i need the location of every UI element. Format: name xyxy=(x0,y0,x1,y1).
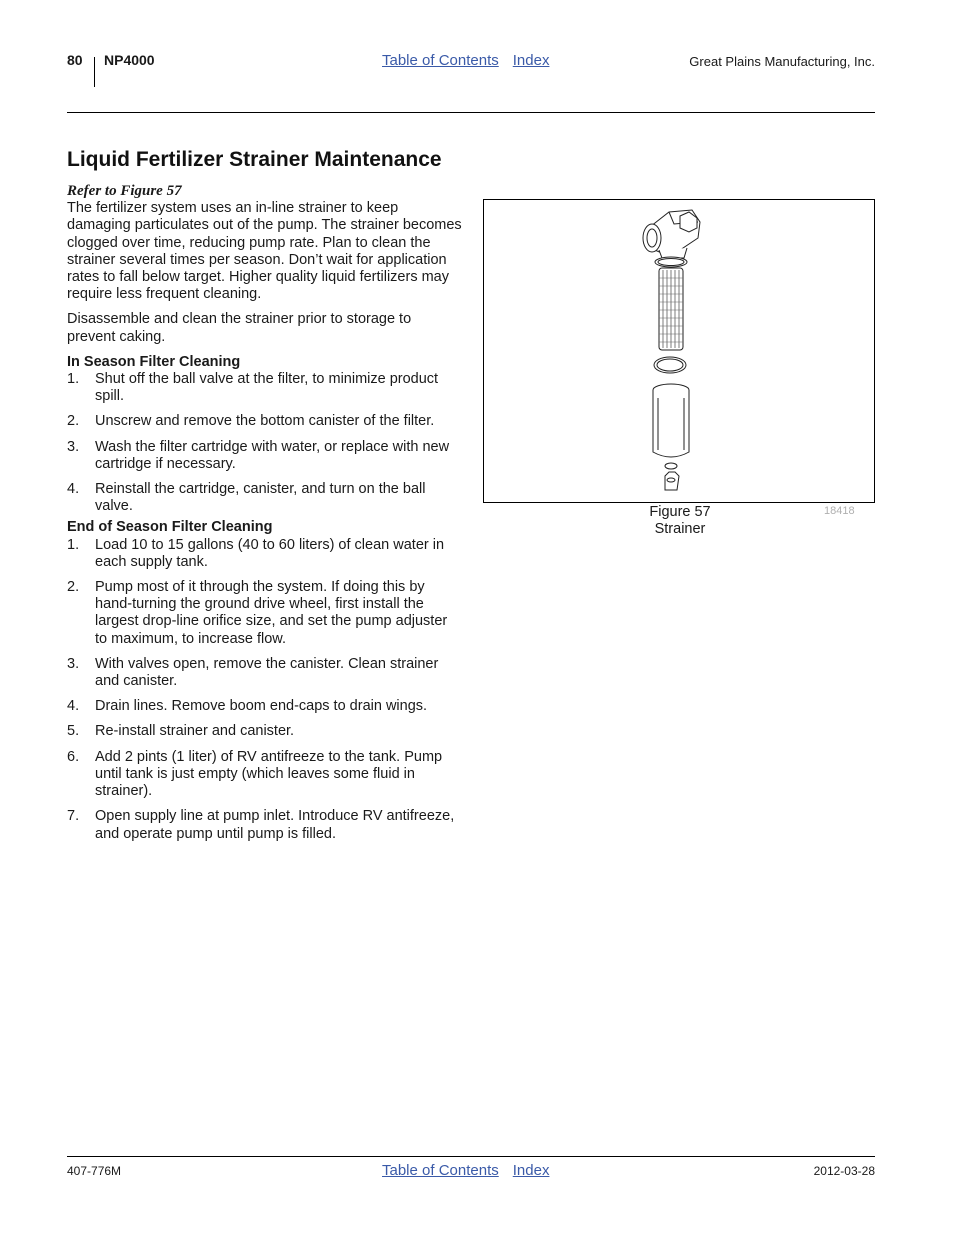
strainer-illustration xyxy=(484,200,874,502)
list-item xyxy=(67,537,462,571)
main-content xyxy=(67,183,462,851)
page-title: Liquid Fertilizer Strainer Maintenance xyxy=(67,148,442,171)
in-season-heading: In Season Filter Cleaning xyxy=(67,353,241,370)
end-season-steps xyxy=(67,537,462,843)
doc-date: 2012-03-28 xyxy=(813,1164,875,1178)
step-text: Open supply line at pump inlet. Introduce RV antifreeze, and operate pump until pump is filled. xyxy=(95,808,455,842)
list-item xyxy=(67,439,462,473)
page-number: 80 xyxy=(67,52,83,68)
figure-label: Figure 57 xyxy=(649,504,711,520)
step-number: 1. xyxy=(67,371,80,388)
figure-caption xyxy=(620,504,740,538)
step-number: 3. xyxy=(67,438,80,455)
step-text: Pump most of it through the system. If doing this by hand-turning the ground drive wheel, first install the largest drop-line orifice size, and set the pump adjuster to maximum, to increase flow. xyxy=(95,579,448,647)
step-number: 3. xyxy=(67,655,80,672)
list-item xyxy=(67,749,462,801)
figure-title: Strainer xyxy=(654,521,706,537)
step-text: Shut off the ball valve at the filter, to minimize product spill. xyxy=(95,371,439,405)
list-item xyxy=(67,481,462,515)
step-text: Load 10 to 15 gallons (40 to 60 liters) of clean water in each supply tank. xyxy=(95,536,445,570)
step-text: Wash the filter cartridge with water, or replace with new cartridge if necessary. xyxy=(95,438,450,472)
step-text: Reinstall the cartridge, canister, and turn on the ball valve. xyxy=(95,481,426,515)
list-item xyxy=(67,413,462,430)
step-text: With valves open, remove the canister. Clean strainer and canister. xyxy=(95,655,439,690)
step-text: Re-install strainer and canister. xyxy=(95,723,295,740)
list-item xyxy=(67,698,462,715)
list-item xyxy=(67,808,462,842)
step-text: Drain lines. Remove boom end-caps to drain wings. xyxy=(95,698,428,715)
index-link[interactable]: Index xyxy=(512,1162,550,1179)
step-number: 7. xyxy=(67,808,80,825)
toc-link[interactable]: Table of Contents xyxy=(382,1162,499,1179)
step-text: Unscrew and remove the bottom canister of the filter. xyxy=(95,413,435,430)
step-number: 6. xyxy=(67,748,80,765)
company-name: Great Plains Manufacturing, Inc. xyxy=(689,54,875,69)
intro-paragraph: The fertilizer system uses an in-line strainer to keep damaging particulates out of the pump. The strainer becomes clogged over time, reducing pump rate. Plan to clean the strainer several times per season. Don’t wait for application rates to fall below target. Higher quality liquid fertilizers may require less frequent cleaning. xyxy=(67,200,462,303)
step-text: Add 2 pints (1 liter) of RV antifreeze to the tank. Pump until tank is just empty (which leaves some fluid in strainer). xyxy=(95,748,443,800)
figure-reference: Refer to Figure 57 xyxy=(67,183,182,199)
toc-link[interactable]: Table of Contents xyxy=(382,52,499,69)
header-divider xyxy=(94,57,95,87)
footer-rule xyxy=(67,1156,875,1157)
header-rule xyxy=(67,112,875,113)
list-item xyxy=(67,656,462,690)
step-number: 2. xyxy=(67,579,80,596)
step-number: 5. xyxy=(67,723,80,740)
step-number: 4. xyxy=(67,698,80,715)
header-nav xyxy=(382,52,549,69)
figure-id: 18418 xyxy=(824,505,855,517)
step-number: 4. xyxy=(67,481,80,498)
index-link[interactable]: Index xyxy=(512,52,550,69)
step-number: 1. xyxy=(67,536,80,553)
list-item xyxy=(67,579,462,648)
model-name: NP4000 xyxy=(104,52,155,68)
footer-nav xyxy=(382,1162,549,1179)
end-season-heading: End of Season Filter Cleaning xyxy=(67,519,273,536)
storage-paragraph: Disassemble and clean the strainer prior to storage to prevent caking. xyxy=(67,311,412,345)
strainer-figure xyxy=(483,199,875,503)
doc-number: 407-776M xyxy=(67,1164,122,1178)
list-item xyxy=(67,371,462,405)
list-item xyxy=(67,723,462,740)
step-number: 2. xyxy=(67,413,80,430)
in-season-steps xyxy=(67,371,462,515)
